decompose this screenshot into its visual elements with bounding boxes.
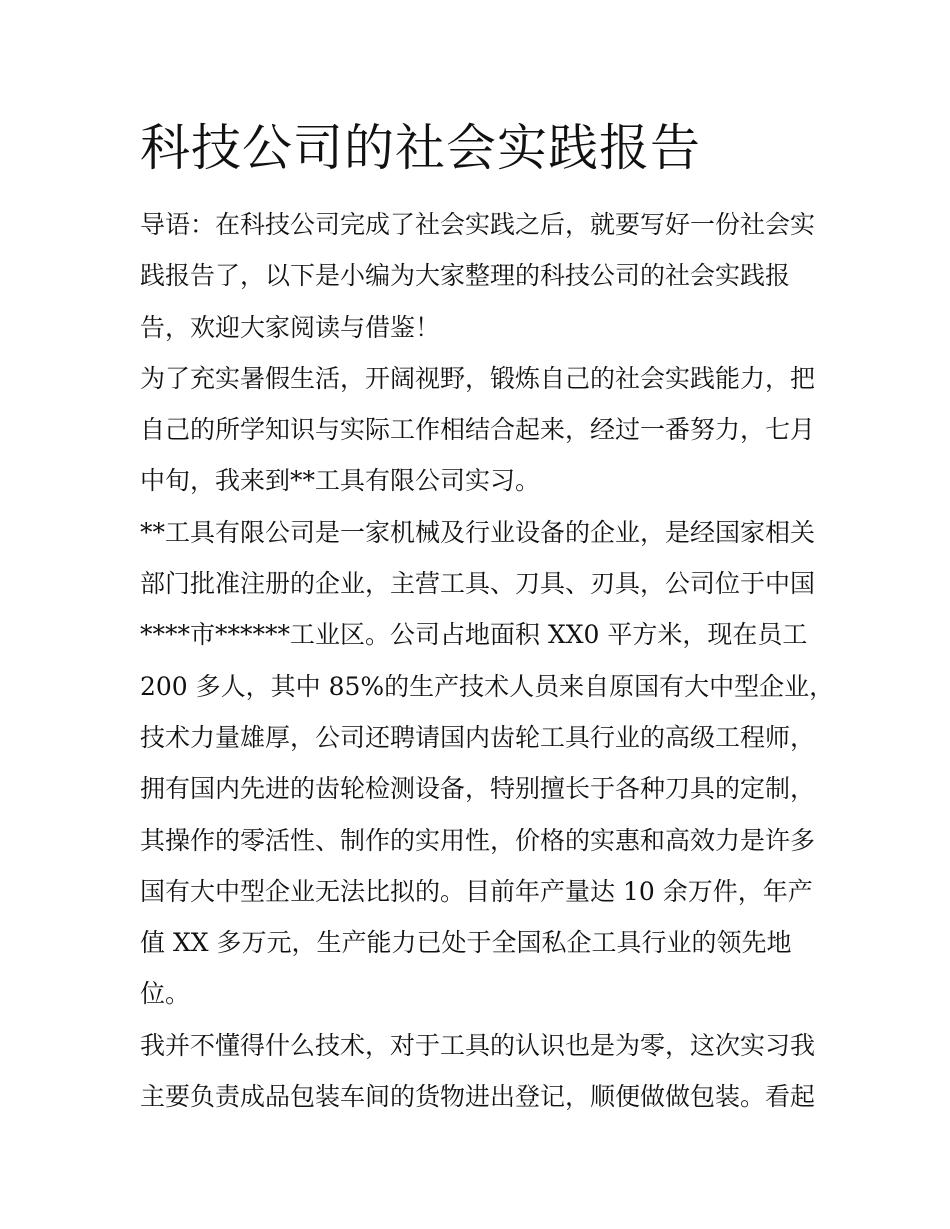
document-page [140, 0, 835, 1229]
body-line: 技术力量雄厚，公司还聘请国内齿轮工具行业的高级工程师， [140, 722, 816, 752]
body-line: 践报告了，以下是小编为大家整理的科技公司的社会实践报 [140, 261, 791, 291]
body-line: 主要负责成品包装车间的货物进出登记，顺便做做包装。看起 [140, 1082, 816, 1112]
body-line: 部门批准注册的企业，主营工具、刀具、刃具，公司位于中国 [140, 569, 816, 599]
body-line: 为了充实暑假生活，开阔视野，锻炼自己的社会实践能力，把 [140, 363, 816, 393]
body-line: 值 XX 多万元，生产能力已处于全国私企工具行业的领先地 [140, 928, 792, 958]
body-line: 国有大中型企业无法比拟的。目前年产量达 10 余万件，年产 [140, 876, 813, 906]
body-line: 中旬，我来到**工具有限公司实习。 [140, 466, 541, 496]
document-body [140, 199, 835, 1122]
body-line: 位。 [140, 979, 191, 1009]
body-line: 自己的所学知识与实际工作相结合起来，经过一番努力，七月 [140, 415, 816, 445]
body-line: ****市******工业区。公司占地面积 XX0 平方米，现在员工 [140, 620, 808, 650]
document-title: 科技公司的社会实践报告 [140, 119, 701, 177]
body-line: 其操作的零活性、制作的实用性，价格的实惠和高效力是许多 [140, 825, 816, 855]
body-line: 导语：在科技公司完成了社会实践之后，就要写好一份社会实 [140, 210, 816, 239]
body-line: 拥有国内先进的齿轮检测设备，特别擅长于各种刀具的定制， [140, 774, 816, 804]
body-line: 200 多人，其中 85%的生产技术人员来自原国有大中型企业， [140, 671, 835, 701]
body-line: 我并不懂得什么技术，对于工具的认识也是为零，这次实习我 [140, 1030, 816, 1060]
body-line: 告，欢迎大家阅读与借鉴！ [140, 312, 441, 342]
body-line: **工具有限公司是一家机械及行业设备的企业，是经国家相关 [140, 517, 816, 547]
